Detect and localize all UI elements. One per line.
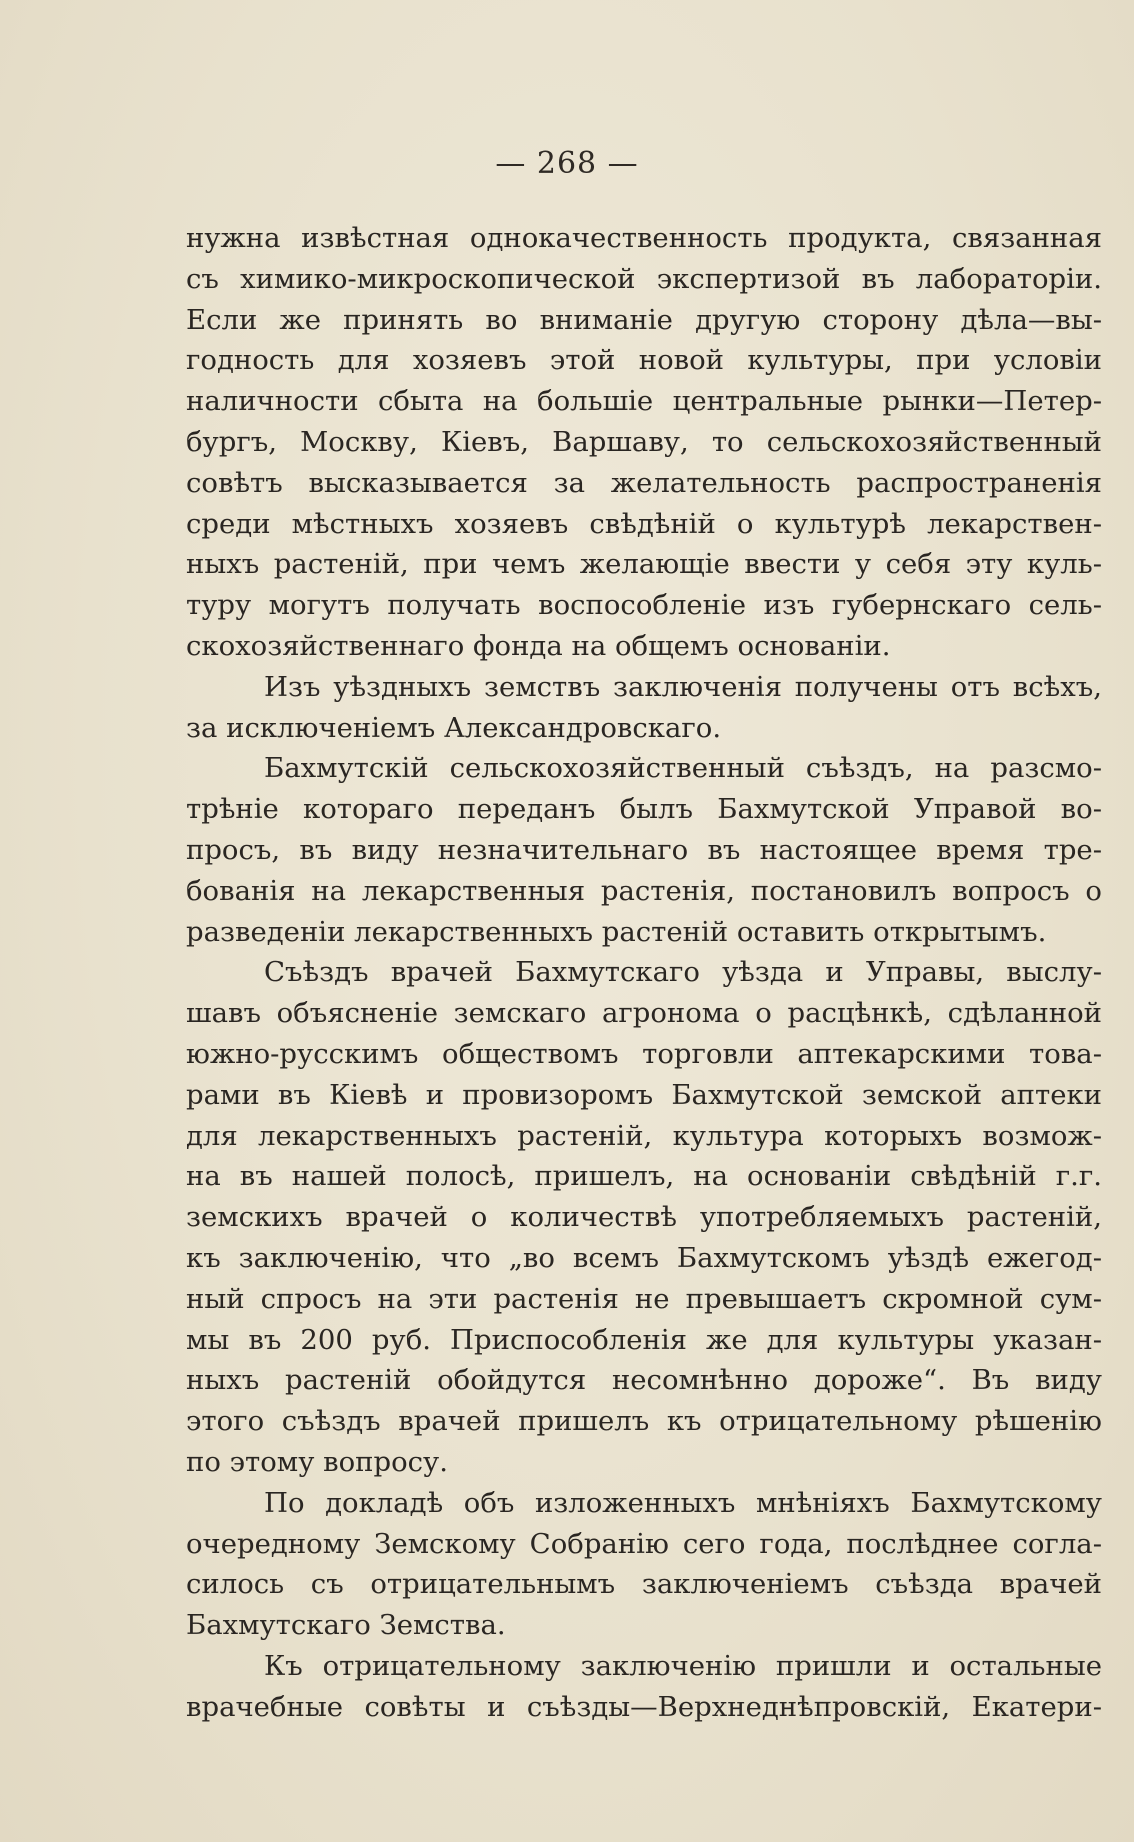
text-line: бованія на лекарственныя растенія, постановилъ вопросъ о — [186, 874, 1102, 907]
text-line: Изъ уѣздныхъ земствъ заключенія получены отъ всѣхъ, — [264, 670, 1102, 703]
page-number: — 268 — — [495, 146, 639, 181]
text-line: годность для хозяевъ этой новой культуры, при условіи — [186, 344, 1102, 377]
text-line: Къ отрицательному заключенію пришли и остальные — [264, 1649, 1102, 1682]
text-line: мы въ 200 руб. Приспособленія же для культуры указан- — [186, 1323, 1102, 1356]
text-line: земскихъ врачей о количествѣ употребляемыхъ растеній, — [186, 1201, 1102, 1234]
text-line: трѣніе котораго переданъ былъ Бахмутской Управой во- — [186, 793, 1102, 826]
text-line: ныхъ растеній, при чемъ желающіе ввести у себя эту куль- — [186, 548, 1102, 581]
text-line: просъ, въ виду незначительнаго въ настоящее время тре- — [186, 833, 1102, 866]
text-line: среди мѣстныхъ хозяевъ свѣдѣній о культурѣ лекарствен- — [186, 507, 1102, 540]
text-line: Бахмутскій сельскохозяйственный съѣздъ, на разсмо- — [264, 752, 1102, 785]
text-line: совѣтъ высказывается за желательность распространенія — [186, 466, 1102, 499]
text-line: туру могутъ получать воспособленіе изъ губернскаго сель- — [186, 589, 1102, 622]
paragraph — [186, 1483, 1102, 1646]
text-line: шавъ объясненіе земскаго агронома о расцѣнкѣ, сдѣланной — [186, 997, 1102, 1030]
text-line: южно-русскимъ обществомъ торговли аптекарскими това- — [186, 1037, 1102, 1070]
text-line: съ химико-микроскопической экспертизой въ лабораторіи. — [186, 262, 1102, 295]
text-line: этого съѣздъ врачей пришелъ къ отрицательному рѣшенію — [186, 1405, 1102, 1438]
text-line: ный спросъ на эти растенія не превышаетъ скромной сум- — [186, 1282, 1102, 1315]
text-line: къ заключенію, что „во всемъ Бахмутскомъ уѣздѣ ежегод- — [186, 1241, 1102, 1274]
text-line: врачебные совѣты и съѣзды—Верхнеднѣпровскій, Екатери- — [186, 1690, 1102, 1723]
text-line: наличности сбыта на большіе центральные рынки—Петер- — [186, 385, 1102, 418]
text-line: скохозяйственнаго фонда на общемъ основаніи. — [186, 629, 891, 662]
text-line: ныхъ растеній обойдутся несомнѣнно дороже“. Въ виду — [186, 1364, 1102, 1397]
text-line: Если же принять во вниманіе другую сторону дѣла—вы- — [186, 303, 1102, 336]
paragraph — [186, 667, 1102, 749]
text-line: нужна извѣстная однокачественность продукта, связанная — [186, 222, 1102, 254]
paragraph — [186, 952, 1102, 1482]
text-line: По докладѣ объ изложенныхъ мнѣніяхъ Бахмутскому — [264, 1486, 1102, 1519]
paragraph — [186, 1646, 1102, 1728]
text-line: силось съ отрицательнымъ заключеніемъ съѣзда врачей — [186, 1568, 1102, 1601]
paragraph — [186, 748, 1102, 952]
text-line: бургъ, Москву, Кіевъ, Варшаву, то сельскохозяйственный — [186, 425, 1102, 458]
text-line: рами въ Кіевѣ и провизоромъ Бахмутской земской аптеки — [186, 1078, 1102, 1111]
text-line: за исключеніемъ Александровскаго. — [186, 711, 722, 744]
text-line: для лекарственныхъ растеній, культура которыхъ возмож- — [186, 1119, 1102, 1152]
text-line: на въ нашей полосѣ, пришелъ, на основаніи свѣдѣній г.г. — [186, 1160, 1102, 1193]
paragraph — [186, 218, 1102, 667]
text-line: Бахмутскаго Земства. — [186, 1609, 506, 1642]
text-line: по этому вопросу. — [186, 1445, 448, 1478]
text-line: разведеніи лекарственныхъ растеній оставить открытымъ. — [186, 915, 1047, 948]
text-line: Съѣздъ врачей Бахмутскаго уѣзда и Управы, выслу- — [264, 956, 1102, 989]
text-line: очередному Земскому Собранію сего года, послѣднее согла- — [186, 1527, 1102, 1560]
body-text — [186, 218, 1102, 1727]
